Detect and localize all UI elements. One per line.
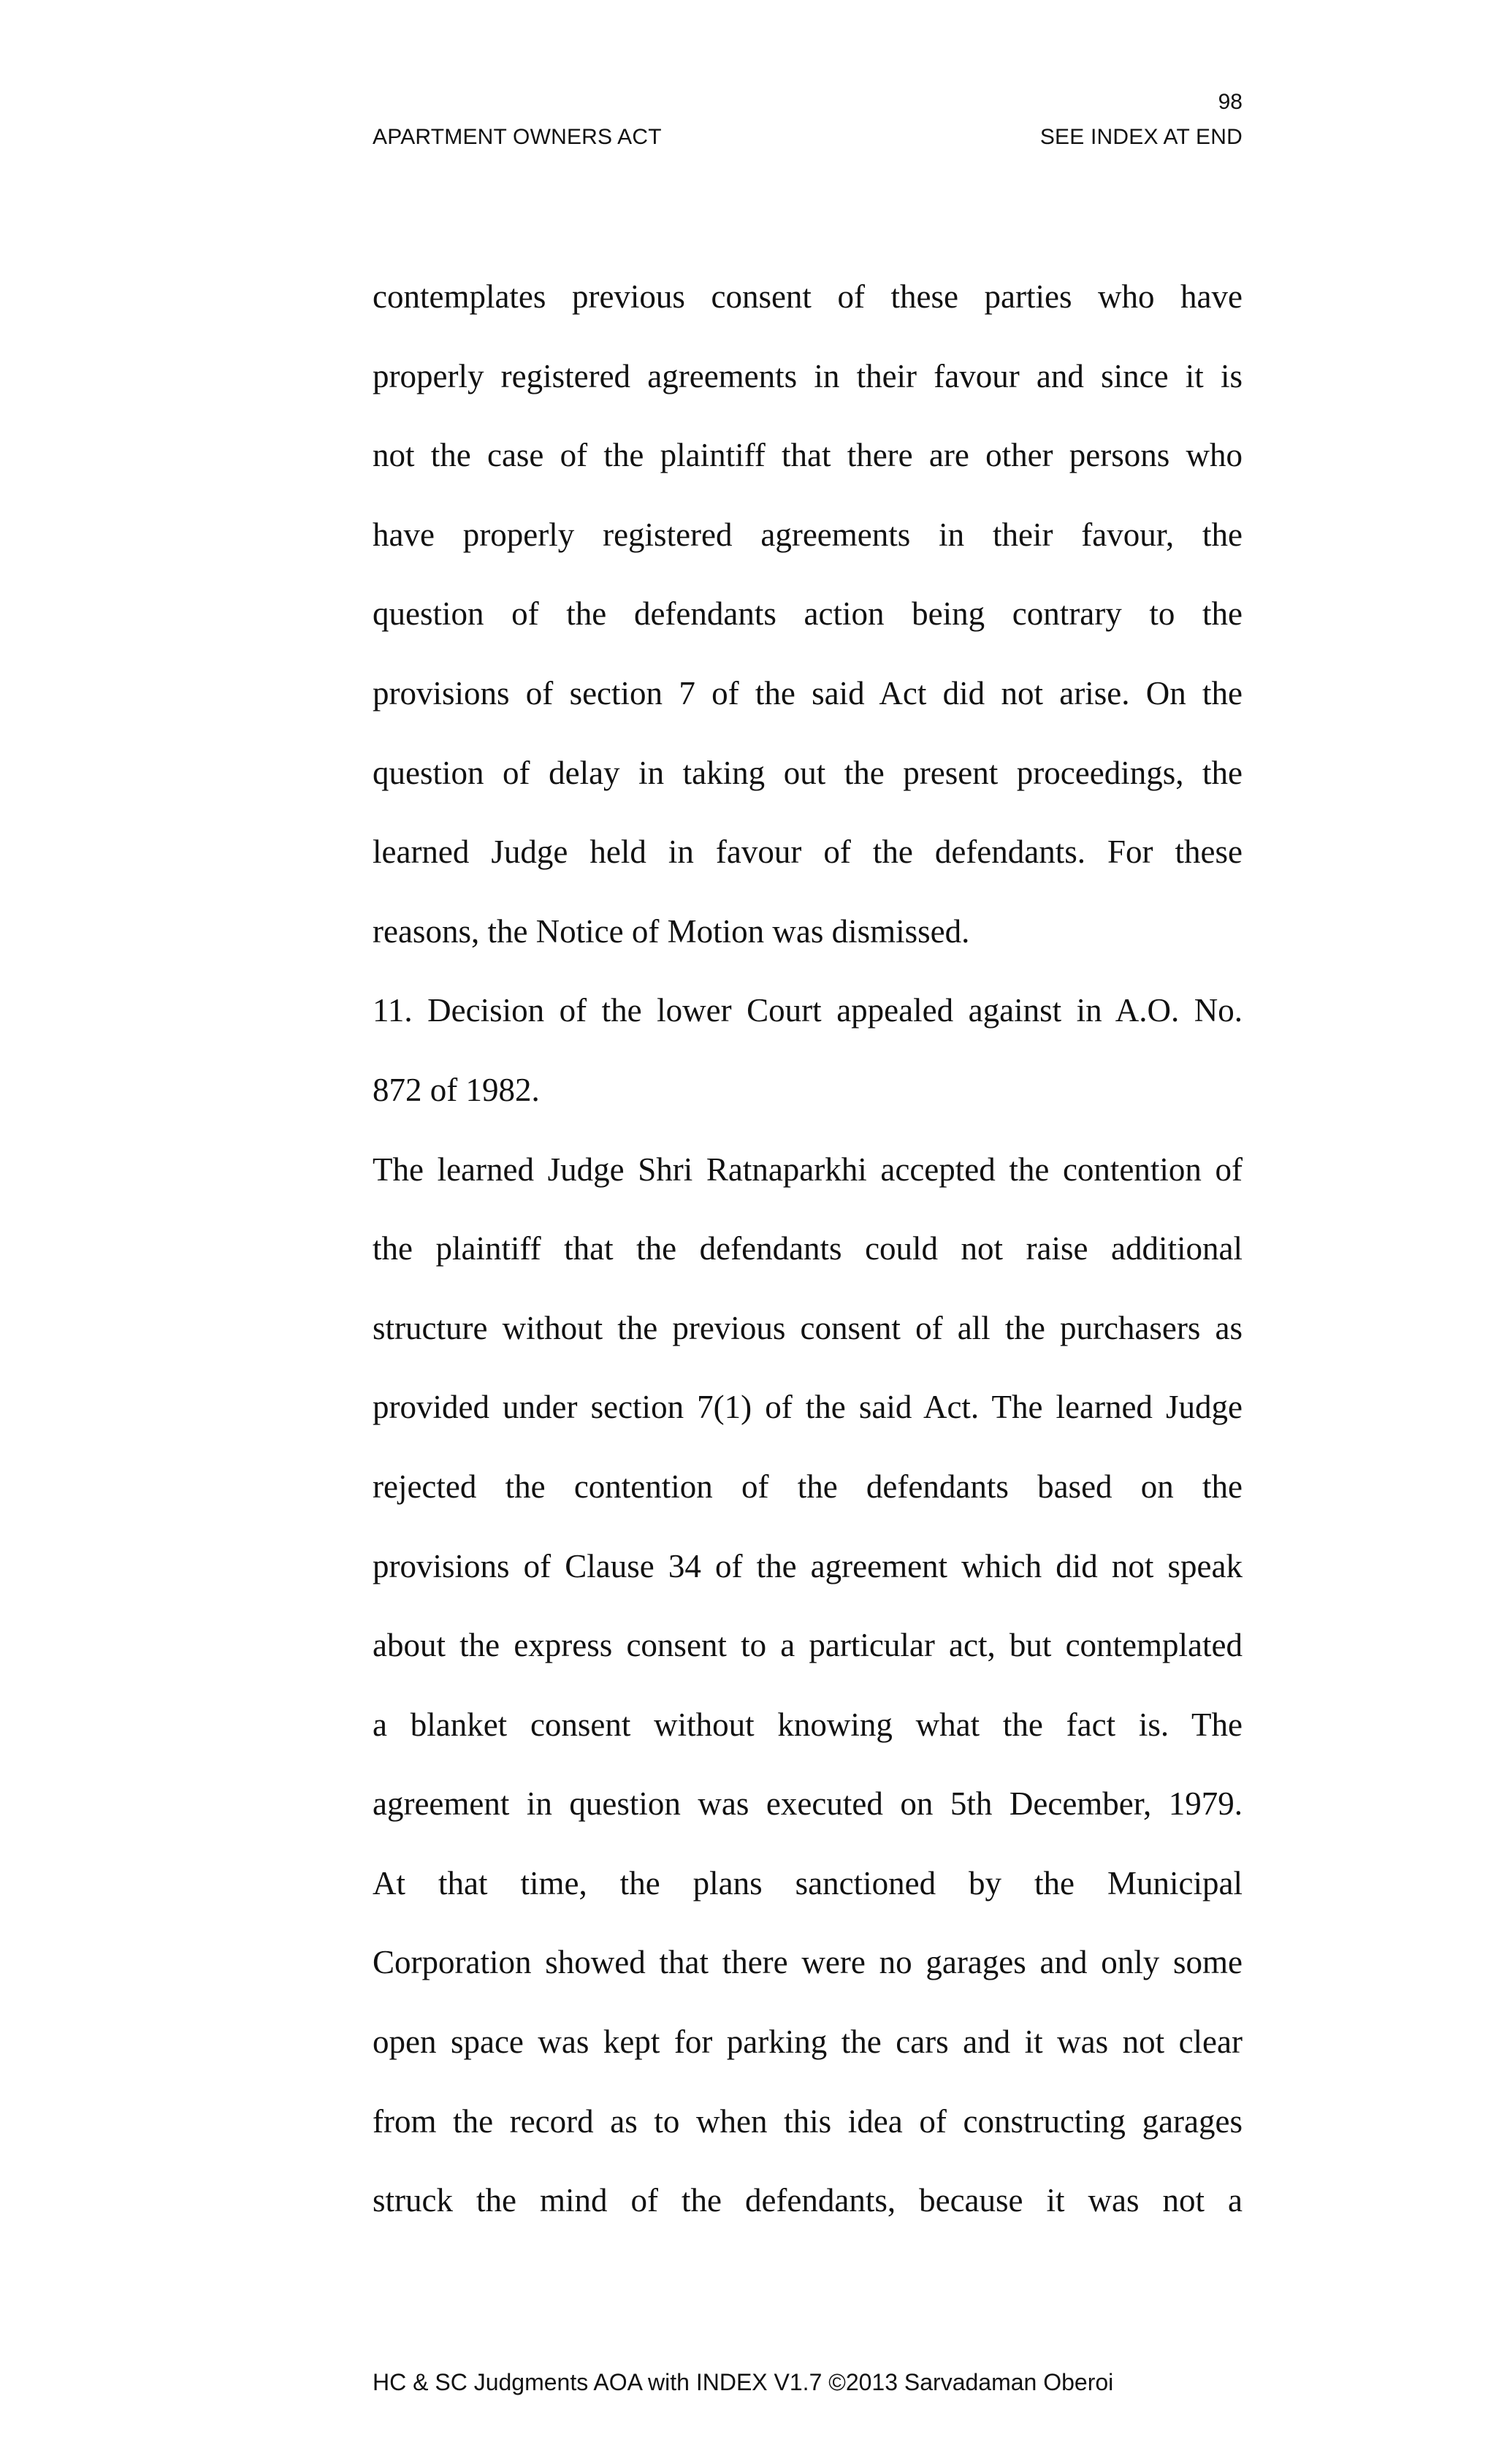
section-heading-line: 11. Decision of the lower Court appealed against in A.O. No. xyxy=(373,992,1243,1029)
page-footer: HC & SC Judgments AOA with INDEX V1.7 ©2013 Sarvadaman Oberoi xyxy=(373,2369,1114,2395)
text-line: provided under section 7(1) of the said Act. The learned Judge xyxy=(373,1389,1243,1426)
text-line: a blanket consent without knowing what the fact is. The xyxy=(373,1706,1243,1743)
text-line: open space was kept for parking the cars and it was not clear xyxy=(373,2024,1243,2061)
text-line: question of delay in taking out the present proceedings, the xyxy=(373,754,1243,791)
section-heading-line: 872 of 1982. xyxy=(373,1071,540,1108)
running-header-index-note: SEE INDEX AT END xyxy=(1039,125,1243,149)
text-line: The learned Judge Shri Ratnaparkhi accepted the contention of xyxy=(373,1151,1243,1188)
text-line: not the case of the plaintiff that there are other persons who xyxy=(373,437,1243,474)
text-line: properly registered agreements in their favour and since it is xyxy=(373,357,1243,394)
text-line: have properly registered agreements in their favour, the xyxy=(373,516,1243,553)
body-text xyxy=(373,257,1243,2240)
text-line: structure without the previous consent of all the purchasers as xyxy=(373,1309,1243,1346)
text-line: from the record as to when this idea of constructing garages xyxy=(373,2102,1243,2140)
text-line: provisions of Clause 34 of the agreement which did not speak xyxy=(373,1547,1243,1584)
text-line: learned Judge held in favour of the defendants. For these xyxy=(373,834,1243,871)
text-line: rejected the contention of the defendants based on the xyxy=(373,1468,1243,1505)
text-line: agreement in question was executed on 5th December, 1979. xyxy=(373,1785,1243,1823)
text-line: Corporation showed that there were no garages and only some xyxy=(373,1944,1243,1981)
text-line: the plaintiff that the defendants could not raise additional xyxy=(373,1230,1243,1267)
text-line: about the express consent to a particular act, but contemplated xyxy=(373,1627,1243,1664)
text-line: At that time, the plans sanctioned by the Municipal xyxy=(373,1864,1243,1902)
text-line: reasons, the Notice of Motion was dismissed. xyxy=(373,912,970,950)
page-number: 98 xyxy=(1218,90,1243,114)
text-line: question of the defendants action being contrary to the xyxy=(373,595,1243,633)
text-line: contemplates previous consent of these parties who have xyxy=(373,278,1243,315)
running-header-title: APARTMENT OWNERS ACT xyxy=(373,125,662,149)
text-line: struck the mind of the defendants, because it was not a xyxy=(373,2182,1243,2219)
text-line: provisions of section 7 of the said Act did not arise. On the xyxy=(373,674,1243,712)
